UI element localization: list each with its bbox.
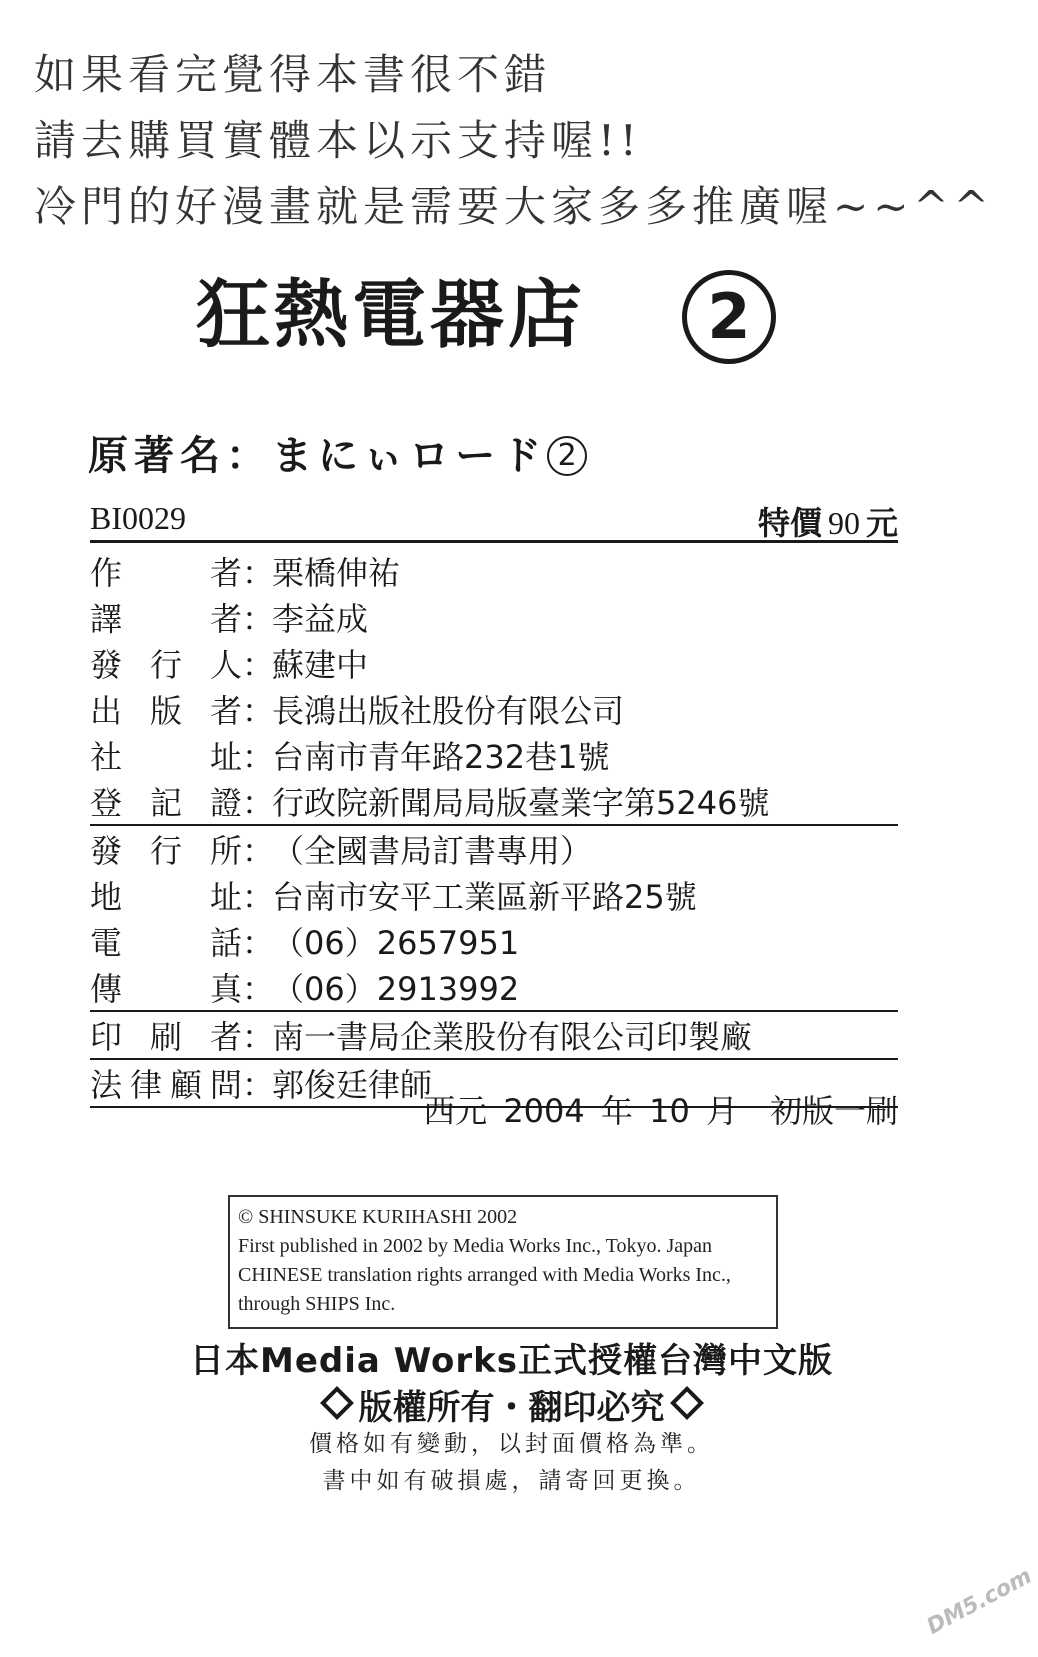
- credit-row: [90, 548, 898, 594]
- diamond-icon: [320, 1386, 354, 1420]
- copyright-line: © SHINSUKE KURIHASHI 2002: [238, 1206, 518, 1228]
- credit-label-char: 話: [209, 924, 242, 962]
- credit-label: [90, 872, 242, 918]
- credit-label: [90, 826, 242, 872]
- credit-value: （06）2913992: [272, 970, 520, 1008]
- credit-label-char: 律: [129, 1066, 162, 1104]
- credit-label: [90, 594, 242, 640]
- credit-colon: ：: [242, 924, 275, 962]
- credit-label-char: 傳: [90, 970, 123, 1008]
- credit-label-char: 者: [209, 600, 242, 638]
- credit-label-char: 社: [90, 738, 123, 776]
- publish-date: 西元 2004 年 10 月 初版一刷: [423, 1092, 898, 1130]
- credit-value: （06）2657951: [272, 924, 520, 962]
- code-price-line: [90, 498, 898, 543]
- credit-colon: ：: [242, 646, 275, 684]
- credit-label-char: 者: [209, 1018, 242, 1056]
- scan-note: [34, 42, 994, 240]
- credit-value: 蘇建中: [272, 646, 369, 684]
- credit-label: [90, 732, 242, 778]
- scan-note-line: 冷門的好漫畫就是需要大家多多推廣喔~~^^: [34, 182, 994, 231]
- credit-row: [90, 1012, 898, 1060]
- rights-text: 版權所有・翻印必究: [358, 1388, 665, 1428]
- credit-label-char: 者: [209, 554, 242, 592]
- credit-row: [90, 594, 898, 640]
- copyright-line: CHINESE translation rights arranged with Media Works Inc.,: [238, 1264, 731, 1286]
- credit-label-char: 者: [209, 692, 242, 730]
- credit-colon: ：: [242, 784, 275, 822]
- credit-colon: ：: [242, 692, 275, 730]
- credit-colon: ：: [242, 970, 275, 1008]
- copyright-line: First published in 2002 by Media Works Inc., Tokyo. Japan: [238, 1235, 712, 1257]
- authorization-statement: 日本Media Works正式授權台灣中文版: [190, 1341, 833, 1381]
- credit-label: [90, 640, 242, 686]
- credit-label-char: 地: [90, 878, 123, 916]
- credit-colon: ：: [242, 554, 275, 592]
- diamond-icon: [670, 1386, 704, 1420]
- credit-label-char: 真: [209, 970, 242, 1008]
- credit-row: [90, 964, 898, 1012]
- credit-colon: ：: [242, 878, 275, 916]
- credit-label-char: 址: [209, 738, 242, 776]
- credit-colon: ：: [242, 1066, 275, 1104]
- credit-label-char: 問: [209, 1066, 242, 1104]
- credit-label-char: 版: [149, 692, 182, 730]
- credit-label-char: 址: [209, 878, 242, 916]
- copyright-box: [228, 1195, 778, 1329]
- credit-row: [90, 918, 898, 964]
- credit-colon: ：: [242, 832, 275, 870]
- credit-value: 南一書局企業股份有限公司印製廠: [272, 1018, 753, 1056]
- credit-row: [90, 826, 898, 872]
- credit-value: 李益成: [272, 600, 369, 638]
- credit-row: [90, 872, 898, 918]
- damage-note: 書中如有破損處，請寄回更換。: [322, 1468, 701, 1494]
- credit-value: （全國書局訂書專用）: [272, 832, 593, 870]
- credit-label-char: 電: [90, 924, 123, 962]
- credit-label-char: 所: [209, 832, 242, 870]
- original-title: [88, 428, 587, 484]
- original-title-volume: 2: [547, 436, 587, 476]
- credits-table: [90, 548, 898, 1108]
- scan-note-line: 請去購買實體本以示支持喔!!: [34, 116, 642, 165]
- credit-label-char: 登: [90, 784, 123, 822]
- book-code: BI0029: [90, 500, 186, 536]
- credit-value: 台南市青年路232巷1號: [272, 738, 610, 776]
- credit-label: [90, 964, 242, 1010]
- book-title: 狂熱電器店: [196, 272, 586, 358]
- credit-label-char: 法: [90, 1066, 123, 1104]
- credit-label-char: 發: [90, 646, 123, 684]
- credit-value: 栗橋伸祐: [272, 554, 401, 592]
- credit-value: 行政院新聞局局版臺業字第5246號: [272, 784, 770, 822]
- watermark-logo: DM5.com: [922, 1563, 1037, 1640]
- credit-label-char: 行: [149, 832, 182, 870]
- credit-label: [90, 1012, 242, 1058]
- credit-label: [90, 548, 242, 594]
- price-label: 特價: [757, 504, 822, 542]
- credit-label-char: 刷: [149, 1018, 182, 1056]
- credit-label-char: 出: [90, 692, 123, 730]
- original-title-text: 原著名：まにぃロード: [88, 433, 548, 479]
- credit-label: [90, 686, 242, 732]
- credit-label-char: 印: [90, 1018, 123, 1056]
- rights-statement: [0, 1380, 1023, 1429]
- credit-label-char: 記: [149, 784, 182, 822]
- credit-value: 郭俊廷律師: [272, 1066, 433, 1104]
- volume-number: 2: [682, 270, 776, 364]
- copyright-line: through SHIPS Inc.: [238, 1293, 396, 1315]
- credit-label-char: 顧: [169, 1066, 202, 1104]
- credit-label-char: 證: [209, 784, 242, 822]
- credit-row: [90, 640, 898, 686]
- credit-label-char: 發: [90, 832, 123, 870]
- credit-row: [90, 778, 898, 826]
- credit-row: [90, 686, 898, 732]
- credit-label-char: 人: [209, 646, 242, 684]
- price-amount: 90: [827, 505, 860, 541]
- credit-label: [90, 918, 242, 964]
- scan-note-line: 如果看完覺得本書很不錯: [34, 50, 552, 99]
- credit-colon: ：: [242, 600, 275, 638]
- credit-label: [90, 778, 242, 824]
- credit-colon: ：: [242, 738, 275, 776]
- credit-label-char: 作: [90, 554, 123, 592]
- price: [758, 498, 898, 544]
- credit-colon: ：: [242, 1018, 275, 1056]
- credit-value: 台南市安平工業區新平路25號: [272, 878, 697, 916]
- credit-value: 長鴻出版社股份有限公司: [272, 692, 625, 730]
- price-note: 價格如有變動，以封面價格為準。: [309, 1431, 714, 1457]
- credit-label-char: 行: [149, 646, 182, 684]
- credit-row: [90, 732, 898, 778]
- price-unit: 元: [865, 504, 898, 542]
- credit-label-char: 譯: [90, 600, 123, 638]
